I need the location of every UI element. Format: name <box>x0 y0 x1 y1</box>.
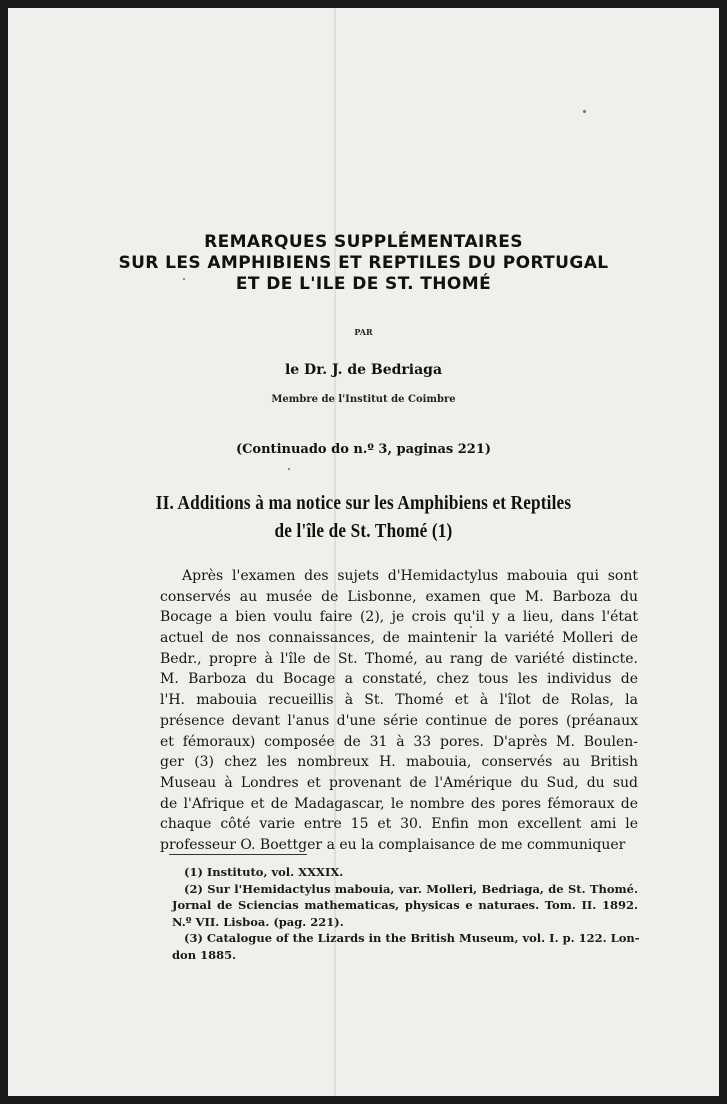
by-label: PAR <box>354 327 373 337</box>
title-line-1: REMARQUES SUPPLÉMENTAIRES <box>204 232 523 252</box>
affiliation: Membre de l'Institut de Coimbre <box>271 394 456 405</box>
body-text <box>160 566 638 856</box>
author: le Dr. J. de Bedriaga <box>284 362 443 378</box>
title-line-2: SUR LES AMPHIBIENS ET REPTILES DU PORTUGAL <box>118 253 609 273</box>
footnote-line: Jornal de Sciencias mathematicas, physicas e naturaes. Tom. II. 1892. <box>172 898 638 912</box>
body-line: de l'Afrique et de Madagascar, le nombre des pores fémoraux de <box>160 795 638 812</box>
body-line: conservés au musée de Lisbonne, examen que M. Barboza du <box>160 588 638 605</box>
ink-speck <box>288 468 290 470</box>
body-line: Museau à Londres et provenant de l'Amérique du Sud, du sud <box>160 774 638 791</box>
body-line: Après l'examen des sujets d'Hemidactylus mabouia qui sont <box>182 568 638 584</box>
title-line-3: ET DE L'ILE DE ST. THOMÉ <box>235 274 492 294</box>
document-page <box>8 8 719 1096</box>
footnote-line: N.º VII. Lisboa. (pag. 221). <box>172 914 344 929</box>
footnotes <box>172 864 638 963</box>
footnote-divider <box>169 854 307 855</box>
body-line: actuel de nos connaissances, de maintenir la variété Molleri de <box>160 630 638 647</box>
footnote-line: (1) Instituto, vol. XXXIX. <box>184 865 344 879</box>
section-heading-line-2: de l'île de St. Thomé (1) <box>274 520 453 542</box>
footnote-line: (2) Sur l'Hemidactylus mabouia, var. Molleri, Bedriaga, de St. Thomé. <box>184 881 638 896</box>
body-line: ger (3) chez les nombreux H. mabouia, conservés au British <box>160 754 638 771</box>
body-line: et fémoraux) composée de 31 à 33 pores. D'après M. Boulen- <box>160 733 638 750</box>
continuation-note: (Continuado do n.º 3, paginas 221) <box>235 442 492 457</box>
footnote-line: don 1885. <box>172 947 237 962</box>
body-line: chaque côté varie entre 15 et 30. Enfin mon excellent ami le <box>160 816 638 833</box>
section-heading-line-1: II. Additions à ma notice sur les Amphibiens et Reptiles <box>155 492 572 514</box>
body-line: professeur O. Boettger a eu la complaisance de me communiquer <box>160 836 626 853</box>
body-line: Bedr., propre à l'île de St. Thomé, au rang de variété distincte. <box>160 650 638 667</box>
body-line: l'H. mabouia recueillis à St. Thomé et à l'îlot de Rolas, la <box>160 692 638 709</box>
ink-speck <box>583 110 586 113</box>
body-line: M. Barboza du Bocage a constaté, chez tous les individus de <box>160 671 638 688</box>
body-line: Bocage a bien voulu faire (2), je crois qu'il y a lieu, dans l'état <box>160 609 638 626</box>
footnote-line: (3) Catalogue of the Lizards in the British Museum, vol. I. p. 122. Lon- <box>184 931 640 945</box>
body-line: présence devant l'anus d'une série continue de pores (préanaux <box>160 712 638 729</box>
